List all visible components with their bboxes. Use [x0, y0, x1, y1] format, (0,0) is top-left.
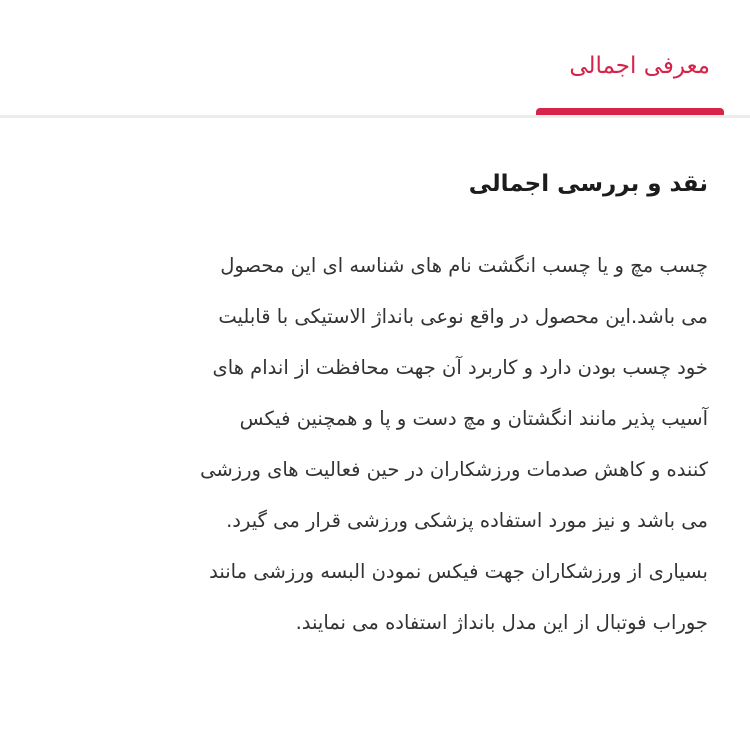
section-title: نقد و بررسی اجمالی	[468, 171, 708, 197]
body-line: خود چسب بودن دارد و کاربرد آن جهت محافظت از اندام های	[212, 356, 708, 379]
body-line: بسیاری از ورزشکاران جهت فیکس نمودن البسه ورزشی مانند	[209, 560, 708, 583]
tab-bar	[0, 0, 750, 118]
review-body-text	[42, 240, 708, 648]
tab-active-indicator	[536, 108, 724, 115]
body-line: می باشد و نیز مورد استفاده پزشکی ورزشی قرار می گیرد.	[226, 509, 708, 532]
body-line: کننده و کاهش صدمات ورزشکاران در حین فعالیت های ورزشی	[200, 458, 708, 481]
body-line: چسب مچ و یا چسب انگشت نام های شناسه ای این محصول	[220, 254, 708, 277]
tab-overview[interactable]	[536, 0, 724, 118]
body-line: جوراب فوتبال از این مدل بانداژ استفاده می نمایند.	[295, 611, 708, 634]
body-line: آسیب پذیر مانند انگشتان و مچ دست و پا و همچنین فیکس	[239, 407, 708, 430]
body-line: می باشد.این محصول در واقع نوعی بانداژ الاستیکی با قابلیت	[218, 305, 708, 328]
tab-overview-label: معرفی اجمالی	[569, 53, 710, 79]
